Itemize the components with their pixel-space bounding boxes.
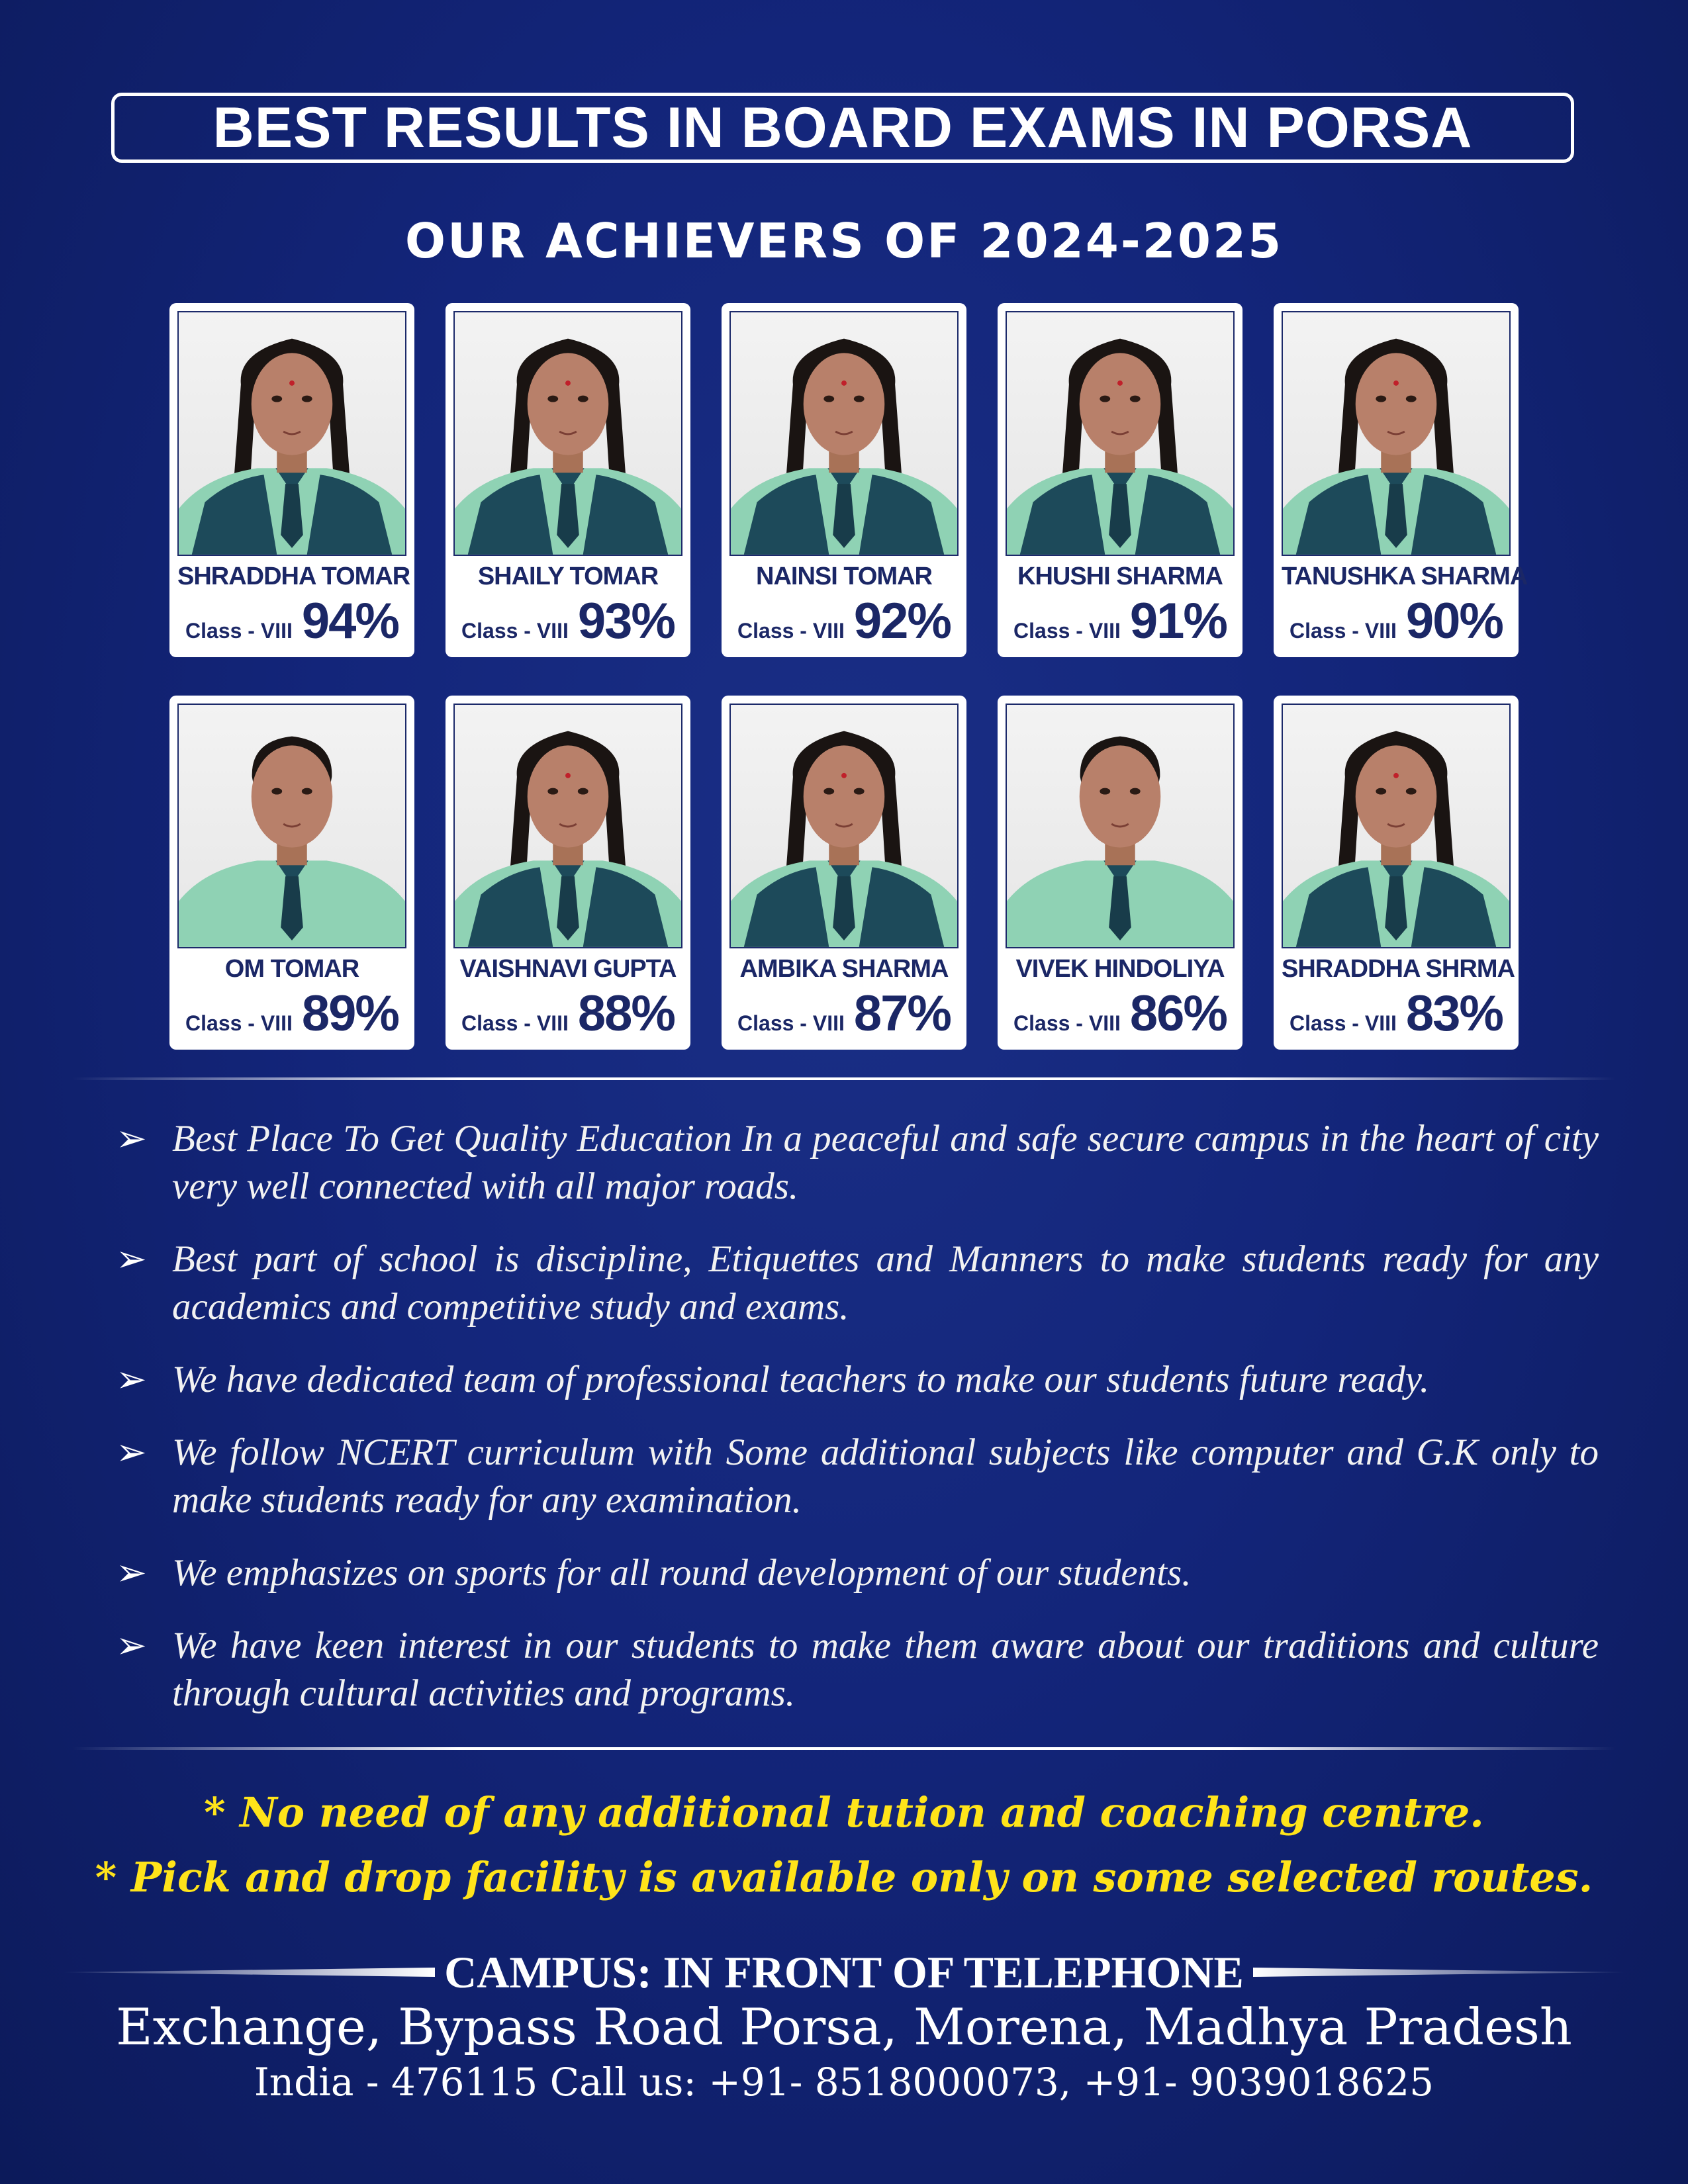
- student-percentage: 83%: [1405, 985, 1503, 1042]
- class-score-row: [1282, 592, 1511, 650]
- student-photo: [1282, 704, 1511, 948]
- student-class: Class - VIII: [737, 1011, 845, 1035]
- feature-text: Best Place To Get Quality Education In a peaceful and safe secure campus in the heart of city very well connected with all major roads.: [172, 1118, 1599, 1207]
- student-percentage: 90%: [1405, 593, 1503, 649]
- highlight-notes: [0, 1780, 1688, 1910]
- arrow-bullet-icon: ➢: [116, 1431, 147, 1474]
- student-percentage: 93%: [577, 593, 675, 649]
- features-list: [116, 1115, 1599, 1743]
- achiever-card: [445, 696, 690, 1050]
- feature-item: [116, 1429, 1599, 1524]
- feature-item: [116, 1549, 1599, 1597]
- student-name: VAISHNAVI GUPTA: [459, 955, 677, 983]
- student-percentage: 89%: [301, 985, 399, 1042]
- student-name: SHRADDHA TOMAR: [177, 563, 410, 590]
- arrow-bullet-icon: ➢: [116, 1551, 147, 1594]
- student-photo: [729, 311, 959, 556]
- title-box: [111, 93, 1574, 163]
- achiever-card: [169, 696, 414, 1050]
- arrow-bullet-icon: ➢: [116, 1117, 147, 1160]
- feature-text: We have keen interest in our students to make them aware about our traditions and culture through cultural activities and programs.: [172, 1625, 1599, 1714]
- class-score-row: [729, 985, 959, 1042]
- class-score-row: [453, 985, 682, 1042]
- student-photo: [177, 311, 406, 556]
- student-name: TANUSHKA SHARMA: [1282, 563, 1528, 590]
- student-name: VIVEK HINDOLIYA: [1015, 955, 1225, 983]
- student-class: Class - VIII: [461, 1011, 569, 1035]
- arrow-bullet-icon: ➢: [116, 1358, 147, 1401]
- student-class: Class - VIII: [1013, 1011, 1121, 1035]
- student-name: OM TOMAR: [224, 955, 359, 983]
- class-score-row: [1006, 592, 1235, 650]
- student-class: Class - VIII: [185, 1011, 293, 1035]
- note-no-tuition: * No need of any additional tution and coaching centre.: [204, 1788, 1484, 1837]
- feature-item: [116, 1115, 1599, 1210]
- student-name: AMBIKA SHARMA: [739, 955, 949, 983]
- student-percentage: 86%: [1129, 985, 1227, 1042]
- decor-line-right: [1253, 1968, 1625, 1977]
- student-photo: [1006, 311, 1235, 556]
- address-line-1: Exchange, Bypass Road Porsa, Morena, Madhya Pradesh: [116, 1997, 1572, 2056]
- class-score-row: [1006, 985, 1235, 1042]
- student-photo: [177, 704, 406, 948]
- page-title: BEST RESULTS IN BOARD EXAMS IN PORSA: [212, 95, 1473, 159]
- divider-bottom: [73, 1747, 1615, 1750]
- student-class: Class - VIII: [185, 619, 293, 643]
- feature-item: [116, 1356, 1599, 1404]
- decor-line-left: [63, 1968, 435, 1977]
- feature-item: [116, 1236, 1599, 1331]
- feature-text: We follow NCERT curriculum with Some additional subjects like computer and G.K only to make students ready for any examination.: [172, 1432, 1599, 1521]
- student-percentage: 88%: [577, 985, 675, 1042]
- class-score-row: [729, 592, 959, 650]
- arrow-bullet-icon: ➢: [116, 1624, 147, 1667]
- campus-banner: [63, 1946, 1625, 1999]
- achievers-grid: [169, 303, 1528, 1051]
- achiever-card: [998, 696, 1243, 1050]
- achiever-card: [445, 303, 690, 657]
- student-photo: [453, 704, 682, 948]
- class-score-row: [177, 985, 406, 1042]
- student-name: SHRADDHA SHRMA: [1282, 955, 1515, 983]
- arrow-bullet-icon: ➢: [116, 1238, 147, 1281]
- student-photo: [453, 311, 682, 556]
- student-photo: [1282, 311, 1511, 556]
- address-line-2: India - 476115 Call us: +91- 8518000073, +91- 9039018625: [254, 2060, 1434, 2105]
- feature-text: We emphasizes on sports for all round development of our students.: [172, 1552, 1192, 1594]
- achiever-card: [998, 303, 1243, 657]
- student-name: NAINSI TOMAR: [756, 563, 932, 590]
- student-name: KHUSHI SHARMA: [1017, 563, 1223, 590]
- student-percentage: 87%: [853, 985, 951, 1042]
- divider-top: [73, 1077, 1615, 1080]
- student-percentage: 92%: [853, 593, 951, 649]
- student-name: SHAILY TOMAR: [477, 563, 659, 590]
- student-class: Class - VIII: [1013, 619, 1121, 643]
- achievers-heading: OUR ACHIEVERS OF 2024-2025: [404, 213, 1284, 269]
- feature-item: [116, 1622, 1599, 1717]
- class-score-row: [1282, 985, 1511, 1042]
- student-photo: [1006, 704, 1235, 948]
- feature-text: We have dedicated team of professional teachers to make our students future ready.: [172, 1359, 1430, 1400]
- feature-text: Best part of school is discipline, Etiquettes and Manners to make students ready for any academics and competitive study and exams.: [172, 1238, 1599, 1328]
- student-class: Class - VIII: [1289, 619, 1397, 643]
- student-class: Class - VIII: [737, 619, 845, 643]
- class-score-row: [177, 592, 406, 650]
- class-score-row: [453, 592, 682, 650]
- achiever-card: [1274, 303, 1528, 657]
- student-class: Class - VIII: [1289, 1011, 1397, 1035]
- student-class: Class - VIII: [461, 619, 569, 643]
- student-percentage: 91%: [1129, 593, 1227, 649]
- student-percentage: 94%: [301, 593, 399, 649]
- achiever-card: [722, 303, 966, 657]
- campus-label: CAMPUS: IN FRONT OF TELEPHONE: [444, 1946, 1244, 1997]
- note-pick-drop: * Pick and drop facility is available only on some selected routes.: [95, 1853, 1593, 1901]
- achiever-card: [169, 303, 414, 657]
- achiever-card: [1274, 696, 1519, 1050]
- achiever-card: [722, 696, 966, 1050]
- student-photo: [729, 704, 959, 948]
